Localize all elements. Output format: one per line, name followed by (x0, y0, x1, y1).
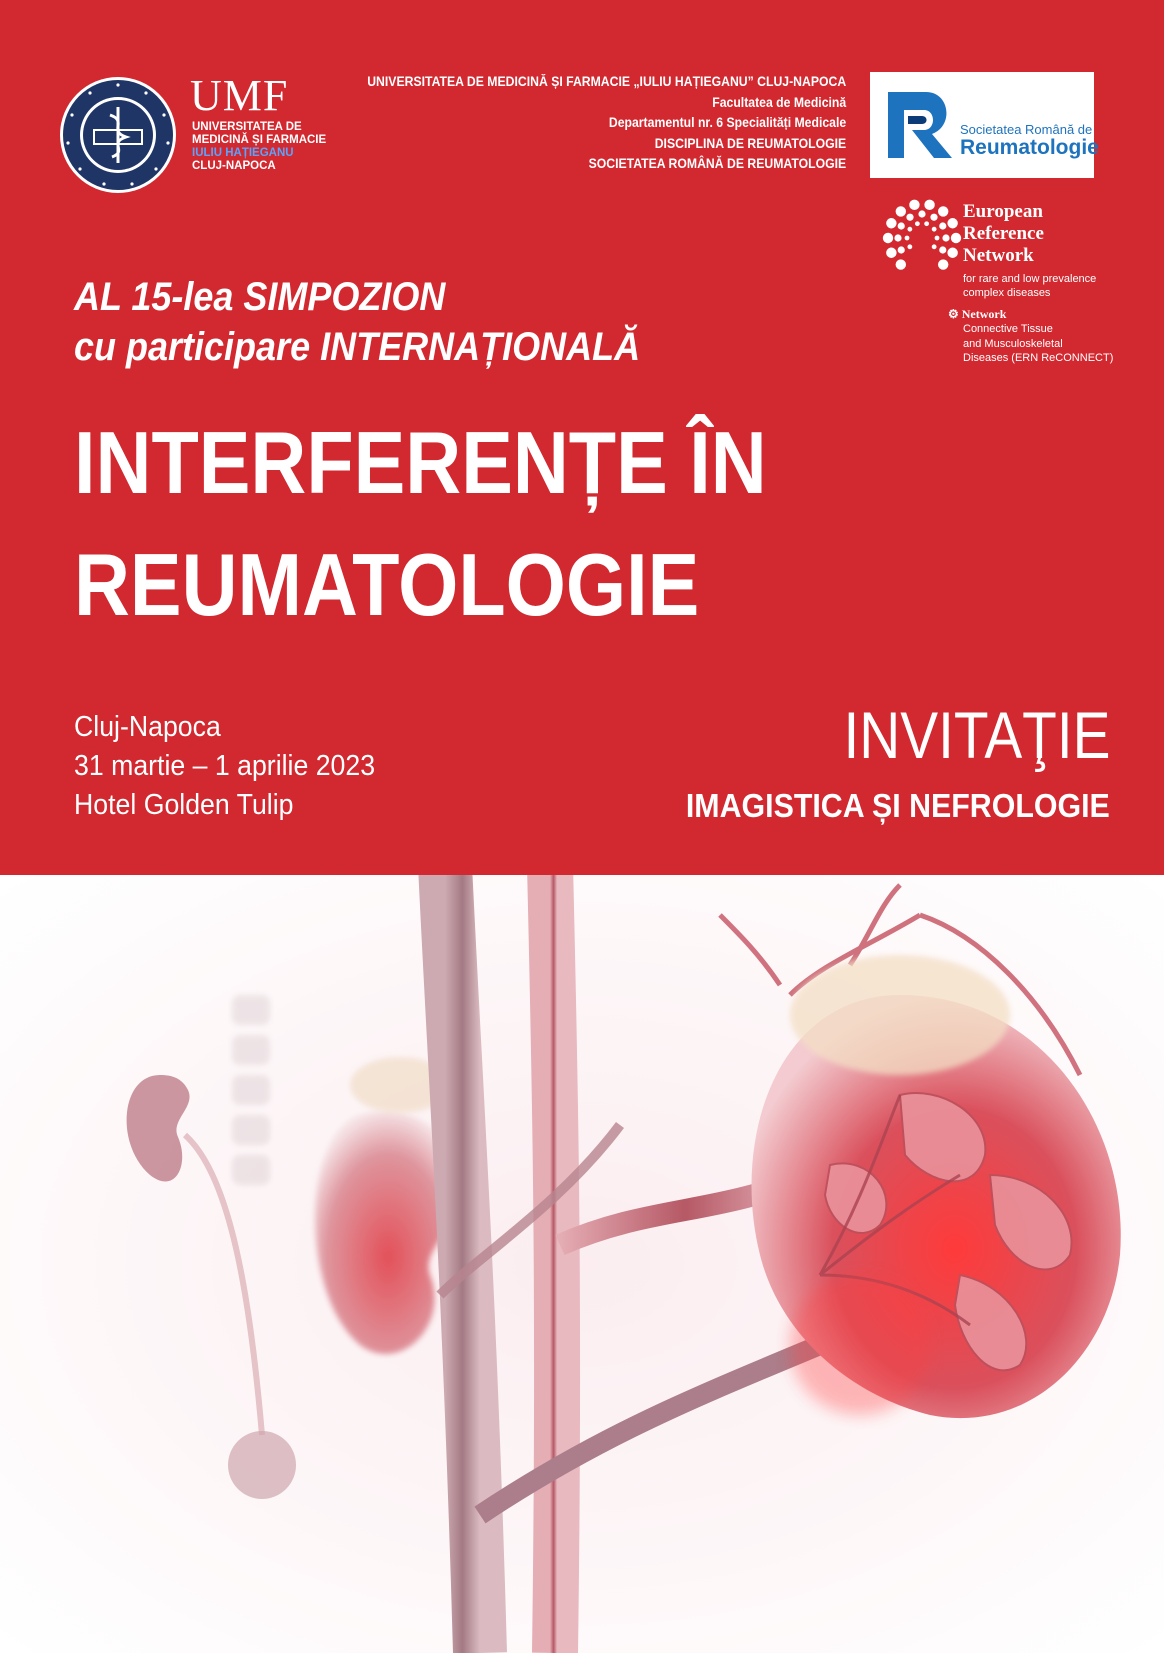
ern-network-line3: Diseases (ERN ReCONNECT) (963, 352, 1114, 364)
ern-dot (886, 218, 896, 228)
header-line: UNIVERSITATEA DE MEDICINĂ ȘI FARMACIE „IULIU HAȚIEGANU” CLUJ-NAPOCA (367, 74, 846, 89)
header-line: Facultatea de Medicină (712, 94, 846, 110)
ern-dot (894, 234, 901, 241)
ern-dot (930, 214, 937, 221)
ern-dot (935, 236, 940, 241)
srr-name-big: Reumatologie (960, 136, 1099, 159)
ern-dot (939, 222, 946, 229)
ern-dot (939, 246, 946, 253)
ern-dot (886, 248, 896, 258)
ern-dot (896, 259, 906, 269)
institution-header (367, 72, 846, 175)
ern-subtitle-line1: for rare and low prevalence (963, 273, 1097, 285)
event-city: Cluj-Napoca (74, 711, 221, 743)
umf-name-line4: CLUJ-NAPOCA (192, 160, 276, 172)
ern-network-label (948, 307, 1006, 322)
header-line: Departamentul nr. 6 Specialități Medicale (608, 115, 846, 130)
ern-dot (947, 248, 957, 258)
ern-network-line1: Connective Tissue (963, 323, 1053, 335)
ern-dot (924, 200, 934, 210)
ern-dot (932, 244, 937, 249)
ern-dot (907, 244, 912, 249)
ern-dot (938, 206, 948, 216)
ern-title (963, 201, 1044, 267)
ern-dot (909, 200, 919, 210)
ern-subtitle (963, 272, 1096, 300)
event-title-line2: REUMATOLOGIE (74, 535, 700, 634)
kidney-illustration (0, 875, 1164, 1653)
umf-name (192, 121, 326, 173)
ern-dot (951, 233, 961, 243)
ern-dots-icon (882, 198, 962, 278)
ern-dot (905, 236, 910, 241)
umf-name-line3: IULIU HAȚIEGANU (192, 147, 294, 159)
ern-dot (896, 206, 906, 216)
event-title-line1: INTERFERENȚE ÎN (74, 413, 767, 512)
ern-title-line1: European (963, 201, 1043, 222)
srr-name-small: Societatea Română de (960, 122, 1093, 137)
ern-network-text: Network (961, 307, 1007, 321)
ern-title-line3: Network (963, 245, 1034, 266)
umf-acronym: UMF (190, 71, 289, 120)
header-line: DISCIPLINA DE REUMATOLOGIE (654, 135, 846, 151)
ern-dot (898, 246, 905, 253)
ern-dot (932, 227, 937, 232)
ern-dot (938, 259, 948, 269)
ern-dot (924, 221, 929, 226)
event-venue: Hotel Golden Tulip (74, 789, 294, 821)
header-line: SOCIETATEA ROMÂNĂ DE REUMATOLOGIE (588, 156, 846, 171)
ern-network-line2: and Musculoskeletal (963, 337, 1063, 350)
event-subtitle: IMAGISTICA ȘI NEFROLOGIE (686, 787, 1110, 824)
ern-dot (915, 221, 920, 226)
ern-dot (942, 234, 949, 241)
ern-dot (898, 222, 905, 229)
university-seal-icon (58, 75, 178, 195)
event-title (74, 402, 767, 646)
ern-subtitle-line2: complex diseases (963, 287, 1051, 299)
invitation-label: INVITAŢIE (842, 698, 1110, 772)
ern-dot (918, 210, 925, 217)
network-dots-icon: ⚙ (948, 307, 962, 321)
ern-dot (907, 227, 912, 232)
symposium-heading (74, 272, 640, 372)
umf-name-line1: UNIVERSITATEA DE (192, 121, 302, 133)
event-dates: 31 martie – 1 aprilie 2023 (74, 750, 376, 782)
ern-dot (883, 233, 893, 243)
ern-network-desc (963, 322, 1113, 366)
srr-logo (870, 72, 1099, 178)
umf-name-line2: MEDICINĂ ȘI FARMACIE (192, 134, 327, 146)
srr-mark-icon (882, 88, 954, 164)
ern-dot (906, 214, 913, 221)
ern-title-line2: Reference (963, 223, 1044, 244)
symposium-line2: cu participare INTERNAȚIONALĂ (74, 325, 641, 369)
event-location (74, 708, 375, 825)
ern-dot (947, 218, 957, 228)
symposium-line1: AL 15-lea SIMPOZION (74, 275, 446, 319)
